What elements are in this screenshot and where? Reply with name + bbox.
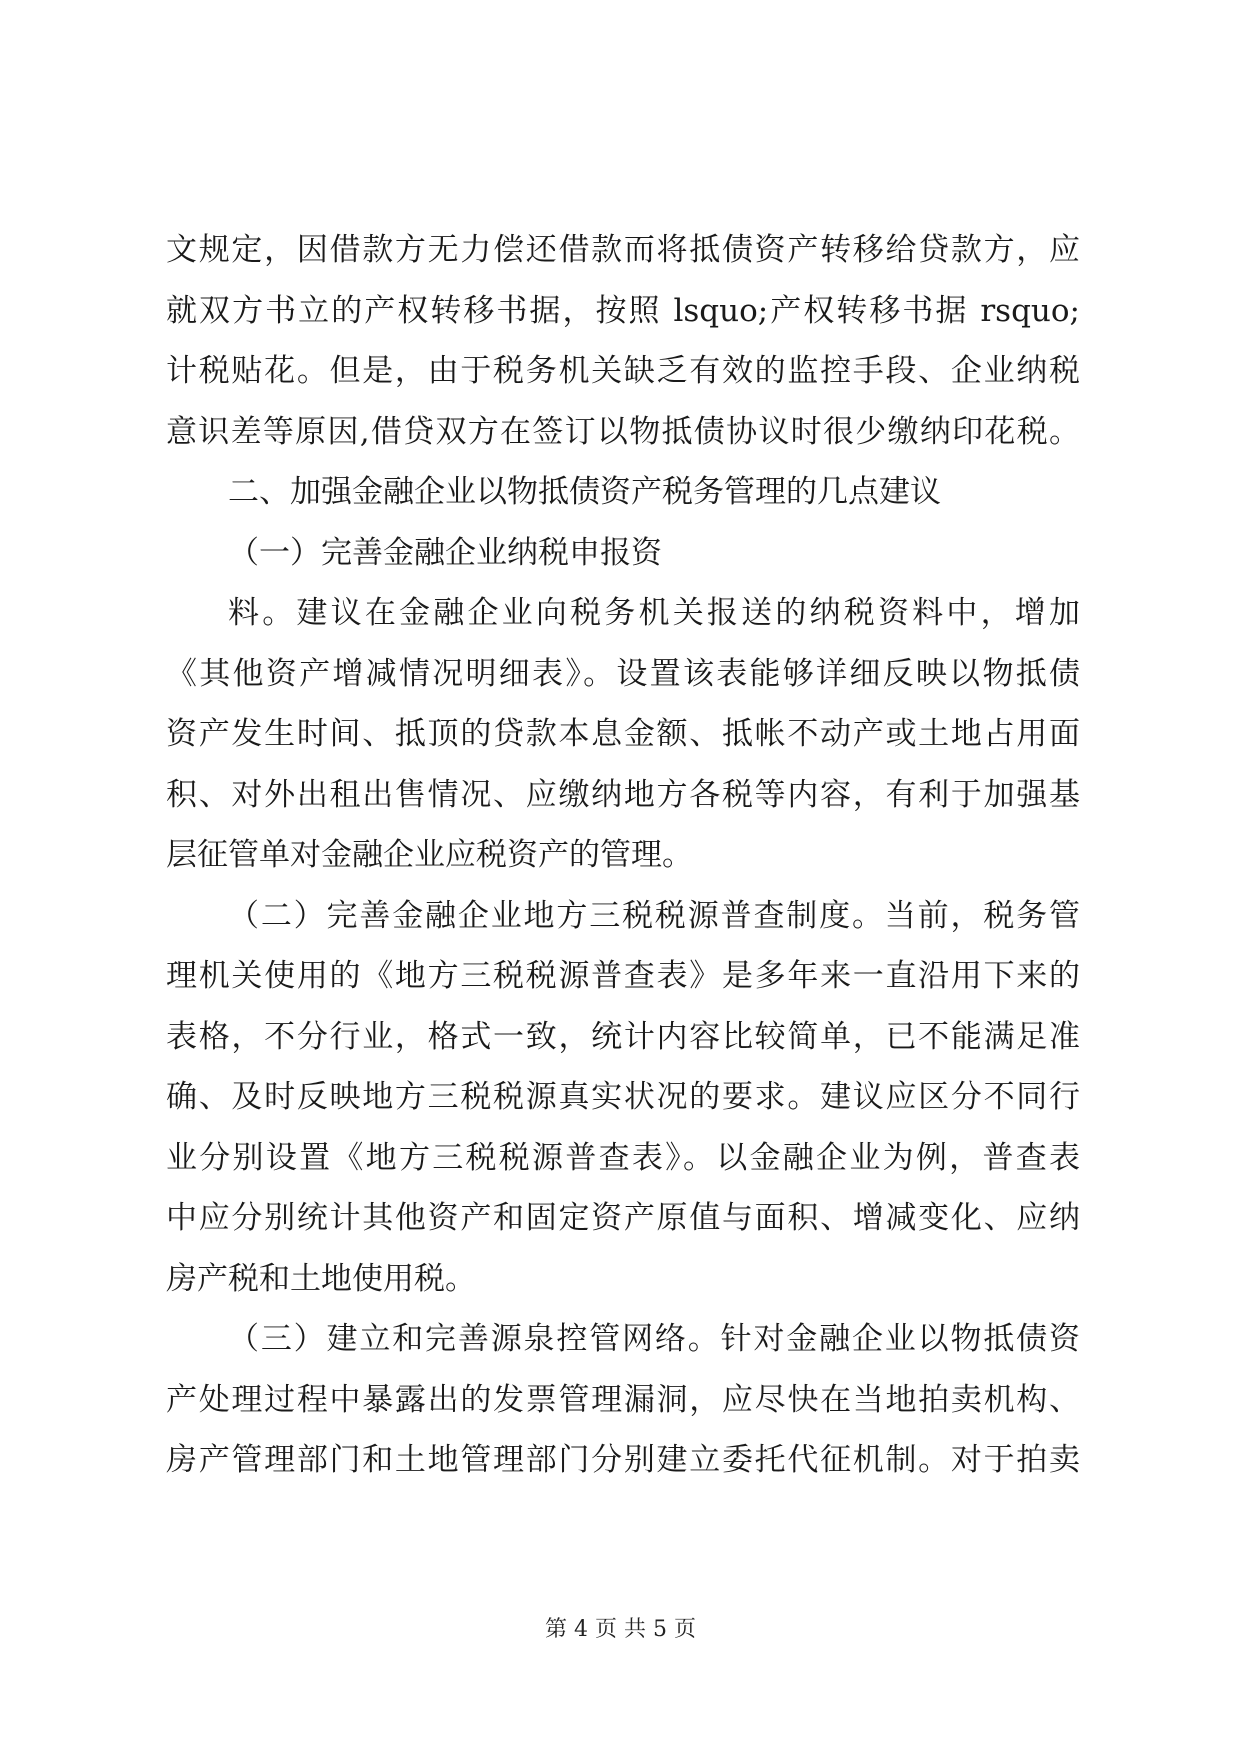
text-line: 计税贴花。但是，由于税务机关缺乏有效的监控手段、企业纳税 bbox=[166, 353, 1080, 389]
subsection-heading: （一）完善金融企业纳税申报资 bbox=[228, 534, 662, 571]
text-line: 业分别设置《地方三税税源普查表》。以金融企业为例，普查表 bbox=[166, 1139, 1080, 1176]
document-body bbox=[166, 230, 1080, 1501]
text-line: 表格，不分行业，格式一致，统计内容比较简单，已不能满足准 bbox=[166, 1018, 1080, 1055]
text-line: 资产发生时间、抵顶的贷款本息金额、抵帐不动产或土地占用面 bbox=[166, 716, 1080, 752]
page-number: 第 4 页 共 5 页 bbox=[545, 1617, 696, 1642]
text-line: 理机关使用的《地方三税税源普查表》是多年来一直沿用下来的 bbox=[166, 958, 1080, 994]
text-line: 就双方书立的产权转移书据，按照 lsquo;产权转移书据 rsquo; bbox=[166, 292, 1080, 329]
text-line: 文规定，因借款方无力偿还借款而将抵债资产转移给贷款方，应 bbox=[166, 232, 1080, 268]
text-line: （二）完善金融企业地方三税税源普查制度。当前，税务管 bbox=[228, 897, 1080, 934]
text-line: （三）建立和完善源泉控管网络。针对金融企业以物抵债资 bbox=[228, 1321, 1080, 1357]
text-line: 中应分别统计其他资产和固定资产原值与面积、增减变化、应纳 bbox=[166, 1200, 1080, 1236]
text-line: 料。建议在金融企业向税务机关报送的纳税资料中，增加 bbox=[228, 595, 1080, 631]
section-heading: 二、加强金融企业以物抵债资产税务管理的几点建议 bbox=[228, 474, 941, 510]
text-line: 房产管理部门和土地管理部门分别建立委托代征机制。对于拍卖 bbox=[166, 1442, 1080, 1478]
text-line: 层征管单对金融企业应税资产的管理。 bbox=[166, 837, 693, 873]
text-line: 房产税和土地使用税。 bbox=[166, 1260, 476, 1297]
text-line: 意识差等原因,借贷双方在签订以物抵债协议时很少缴纳印花税。 bbox=[166, 413, 1080, 450]
text-line: 积、对外出租出售情况、应缴纳地方各税等内容，有利于加强基 bbox=[166, 776, 1080, 813]
text-line: 产处理过程中暴露出的发票管理漏洞，应尽快在当地拍卖机构、 bbox=[166, 1381, 1080, 1418]
text-line: 确、及时反映地方三税税源真实状况的要求。建议应区分不同行 bbox=[166, 1079, 1080, 1115]
text-line: 《其他资产增减情况明细表》。设置该表能够详细反映以物抵债 bbox=[166, 655, 1080, 692]
page-footer bbox=[0, 1616, 1241, 1644]
